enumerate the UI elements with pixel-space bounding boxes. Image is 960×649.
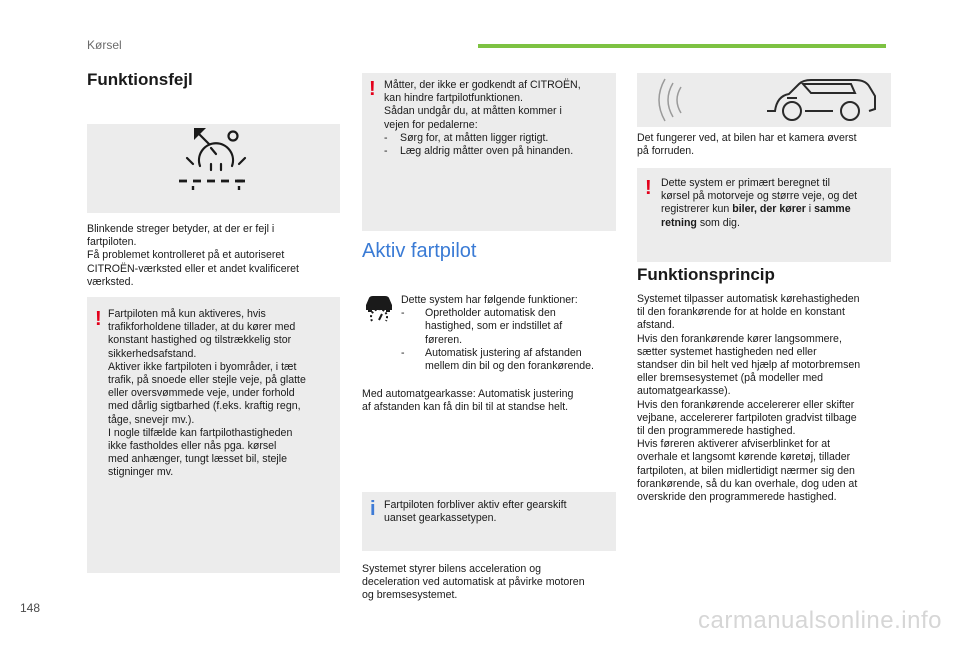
adaptive-cruise-control-icon — [362, 293, 396, 323]
text-line: Hvis føreren aktiverer afviserblinket for at — [637, 438, 831, 451]
text-line: tåge, snevejr mv.). — [108, 413, 195, 426]
text-line: Det fungerer ved, at bilen har et kamera øverst — [637, 132, 857, 144]
text-line: Systemet styrer bilens acceleration og — [362, 563, 541, 575]
text-line: Aktiver ikke fartpiloten i byområder, i tæt — [108, 360, 297, 373]
text-line: eller oversvømmede veje, under forhold — [108, 387, 295, 400]
page-number: 148 — [20, 601, 41, 615]
text-line: Systemet tilpasser automatisk kørehastigheden — [637, 293, 860, 305]
functions-intro: Dette system har følgende funktioner: — [401, 294, 578, 306]
functions-list — [401, 294, 616, 373]
text-line: vejen for pedalerne: — [384, 118, 478, 131]
warning-icon: ! — [369, 78, 376, 100]
emphasis-cars: biler, der kører — [732, 203, 806, 216]
text-line: Fartpiloten må kun aktiveres, hvis — [108, 308, 266, 320]
watermark: carmanualsonline.info — [698, 607, 942, 634]
text-line: Dette system er primært beregnet til — [661, 177, 830, 189]
text-line: forankørende, så du kan overhale, dog uden at — [637, 477, 858, 490]
text-line: til den programmerede hastighed. — [637, 425, 796, 438]
text-fragment: som dig. — [696, 216, 740, 229]
fault-icon-panel — [87, 124, 340, 213]
warning-icon: ! — [645, 177, 652, 199]
system-description — [362, 563, 616, 603]
emphasis-same: samme — [814, 203, 851, 216]
text-line: ikke fastholdes eller nås pga. kørsel — [108, 440, 277, 453]
text-line: Automatisk justering af afstanden — [425, 346, 582, 359]
text-line: Få problemet kontrolleret på et autoriseret — [87, 249, 285, 262]
warning-box-usage — [87, 297, 340, 573]
text-line: trafik, på snoede eller stejle veje, på glatte — [108, 374, 306, 387]
list-item — [401, 307, 616, 347]
text-line: deceleration ved automatisk at påvirke motoren — [362, 576, 585, 589]
text-line: kan hindre fartpilotfunktionen. — [384, 92, 523, 105]
text-line: til den forankørende for at holde en konstant — [637, 306, 845, 319]
text-line: Måtter, der ikke er godkendt af CITROËN, — [384, 79, 581, 91]
list-dash: - — [401, 346, 405, 359]
text-line: sætter systemet hastigheden ned eller — [637, 345, 817, 358]
camera-note — [637, 132, 891, 158]
list-dash: - — [384, 131, 388, 144]
chapter-accent-bar — [478, 44, 886, 48]
text-line: automatgearkasse). — [637, 385, 731, 398]
list-text — [425, 347, 616, 373]
info-text — [384, 499, 614, 525]
list-text: Læg aldrig måtter oven på hinanden. — [400, 145, 574, 158]
text-line: af afstanden kan få din bil til at standse helt. — [362, 401, 569, 414]
list-text — [425, 307, 616, 347]
text-line: Fartpiloten forbliver aktiv efter gearskift — [384, 499, 567, 511]
text-line — [661, 203, 889, 216]
car-camera-illustration — [637, 73, 891, 127]
warning-text — [384, 79, 614, 158]
text-line: konstant hastighed og tilstrækkelig stor — [108, 334, 292, 347]
text-line: med dårlig sigtbarhed (f.eks. kraftig regn, — [108, 400, 301, 413]
info-icon: i — [370, 498, 376, 520]
cruise-control-speedometer-fault-icon — [87, 124, 340, 213]
warning-text — [661, 177, 889, 230]
text-line: I nogle tilfælde kan fartpilothastigheden — [108, 426, 293, 439]
text-line: Med automatgearkasse: Automatisk justering — [362, 388, 574, 400]
principle-description — [637, 293, 891, 504]
text-line: og bremsesystemet. — [362, 589, 458, 602]
text-line: afstand. — [637, 319, 675, 332]
text-line: fartpiloten, at bilen midlertidigt nærmer sig den — [637, 464, 855, 477]
text-line: på forruden. — [637, 145, 695, 158]
warning-box-motorway — [637, 168, 891, 262]
text-line: hastighed, som er indstillet af — [425, 320, 563, 333]
text-line: uanset gearkassetypen. — [384, 512, 497, 525]
text-line: kørsel på motorveje og større veje, og det — [661, 190, 858, 203]
text-line: mellem din bil og den forankørende. — [425, 360, 595, 373]
gearbox-note — [362, 388, 616, 414]
list-text: Sørg for, at måtten ligger rigtigt. — [400, 131, 549, 144]
section-title-aktiv-fartpilot: Aktiv fartpilot — [362, 240, 477, 262]
text-line: føreren. — [425, 333, 463, 346]
text-fragment: registrerer kun — [661, 203, 733, 216]
text-line: med anhænger, tungt læsset bil, stejle — [108, 453, 288, 466]
section-title-funktionsfejl: Funktionsfejl — [87, 70, 193, 89]
text-line: stigninger mv. — [108, 466, 174, 479]
section-title-funktionsprincip: Funktionsprincip — [637, 265, 775, 284]
text-line: vejbane, accelererer fartpiloten gradvist tilbage — [637, 411, 857, 424]
chapter-label: Kørsel — [87, 38, 122, 52]
text-line: sikkerhedsafstand. — [108, 347, 197, 360]
text-line: Blinkende streger betyder, at der er fejl i — [87, 223, 275, 235]
text-line — [661, 217, 889, 230]
text-line: værksted. — [87, 275, 134, 288]
text-line: eller bremsesystemet (på modeller med — [637, 372, 824, 385]
text-line: Hvis den forankørende accelererer eller skifter — [637, 398, 855, 411]
list-item — [401, 347, 616, 373]
text-line: Opretholder automatisk den — [425, 307, 556, 320]
car-front-camera-icon — [637, 73, 891, 127]
list-dash: - — [384, 145, 388, 158]
text-line: overhale et langsomt kørende køretøj, tillader — [637, 451, 851, 464]
text-line: trafikforholdene tillader, at du kører med — [108, 321, 296, 334]
text-line: CITROËN-værksted eller et andet kvalificeret — [87, 262, 299, 275]
warning-box-mats — [362, 73, 616, 231]
text-fragment: i — [805, 203, 815, 216]
list-dash: - — [401, 307, 405, 320]
text-line: Hvis den forankørende kører langsommere, — [637, 332, 842, 345]
text-line: fartpiloten. — [87, 236, 137, 249]
list-item — [384, 145, 614, 158]
emphasis-direction: retning — [661, 216, 697, 229]
warning-icon: ! — [95, 308, 102, 330]
text-line: overskride den programmerede hastighed. — [637, 491, 837, 504]
text-line: standser din bil helt ved hjælp af motorbremsen — [637, 359, 861, 372]
fault-description — [87, 223, 340, 289]
warning-text — [108, 308, 338, 480]
text-line: Sådan undgår du, at måtten kommer i — [384, 105, 562, 118]
list-item — [384, 132, 614, 145]
info-box-gearshift — [362, 492, 616, 551]
